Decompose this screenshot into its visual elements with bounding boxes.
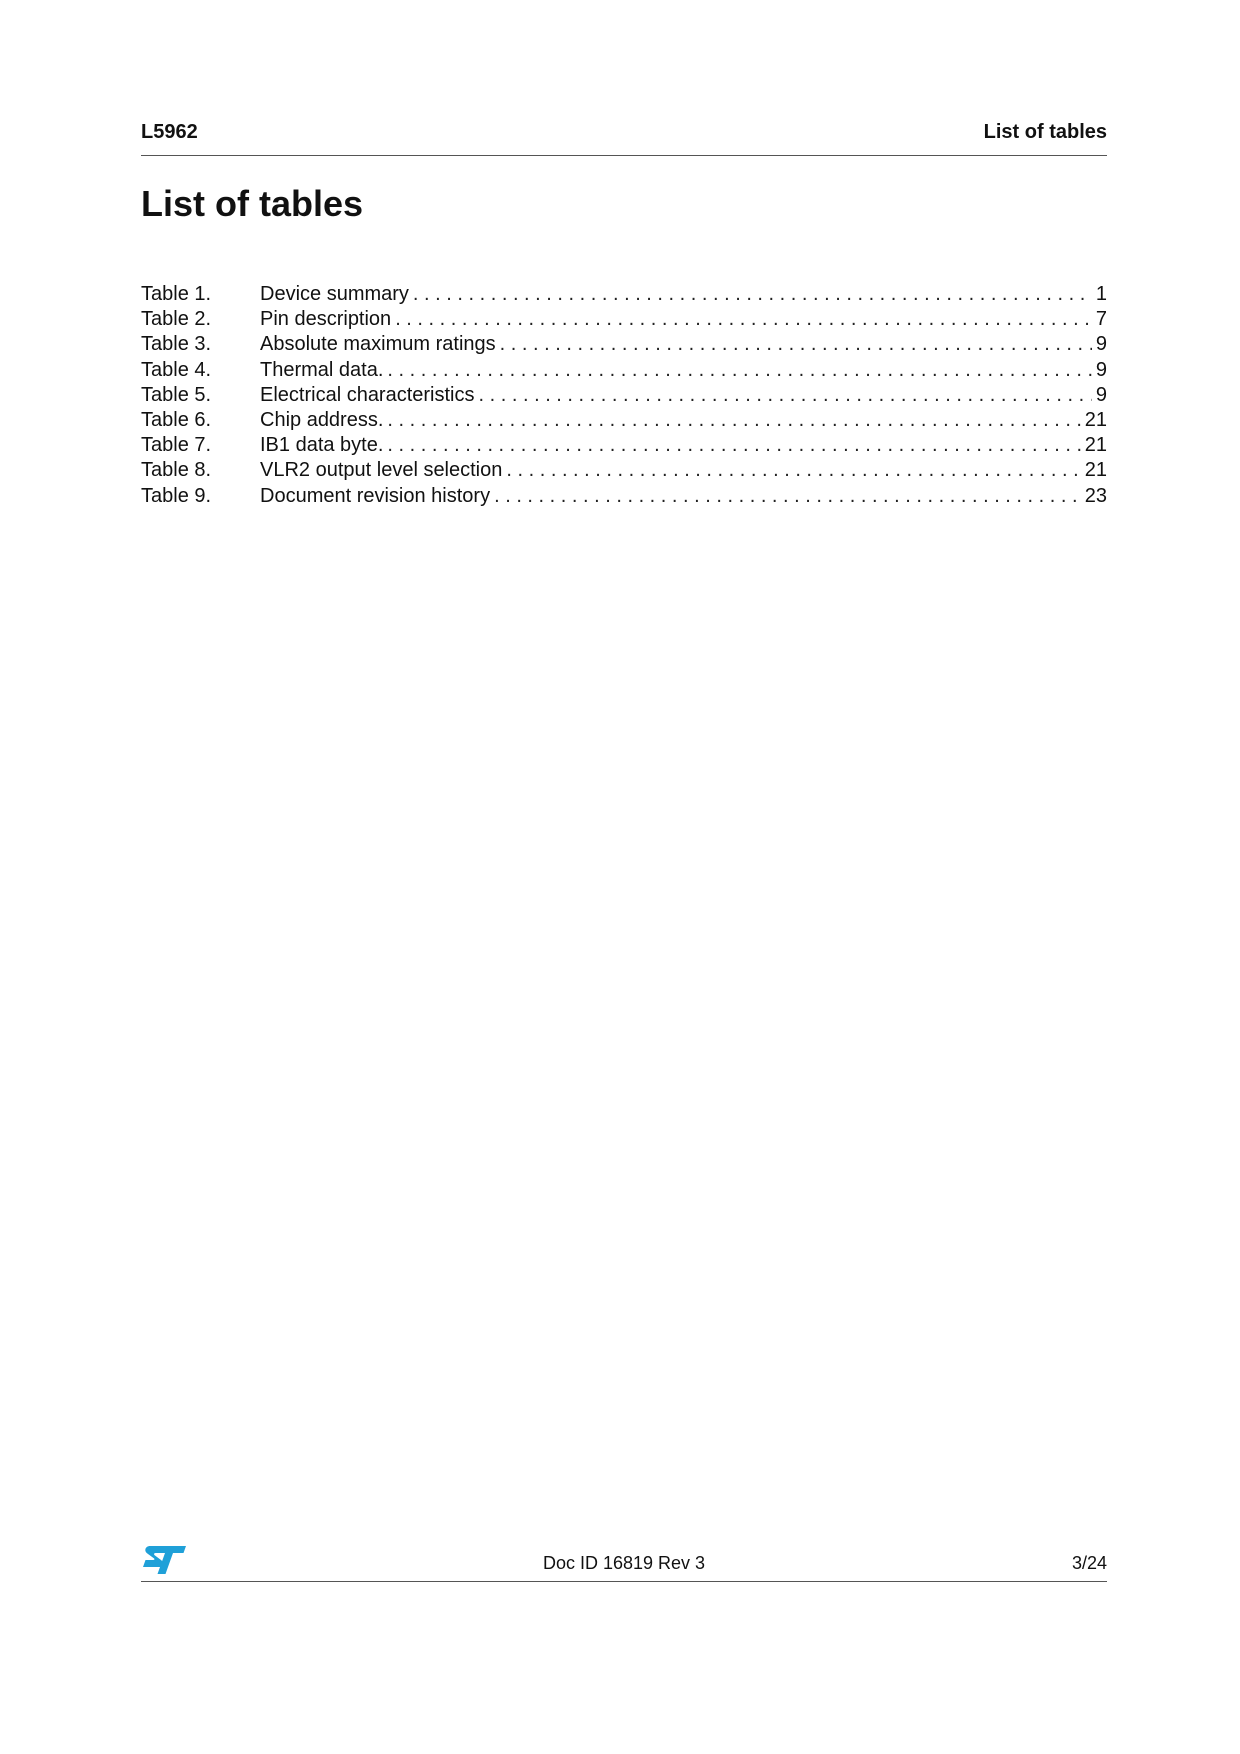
page-footer [141, 1545, 1107, 1582]
page-header [141, 121, 1107, 156]
page-title: List of tables [141, 183, 364, 224]
toc-entry-page: 7 [1095, 308, 1107, 331]
toc-entry-page: 21 [1084, 434, 1107, 457]
toc-entry-number: Table 7. [141, 434, 212, 457]
toc-entry-title: Device summary [260, 283, 409, 305]
toc-entry-title: Thermal data. [260, 358, 384, 381]
toc-entry-title: VLR2 output level selection [260, 459, 503, 482]
toc-entry[interactable] [141, 358, 1107, 383]
toc-leader-dots [395, 307, 1092, 332]
toc-entry-title: IB1 data byte. [260, 434, 384, 457]
toc-entry-title: Chip address. [260, 408, 384, 431]
toc-entry-title: Electrical characteristics [260, 383, 475, 406]
toc-leader-dots [413, 282, 1092, 307]
header-doc-name: L5962 [141, 121, 198, 143]
toc-entry[interactable] [141, 408, 1107, 433]
toc-leader-dots [500, 332, 1092, 357]
header-section-name: List of tables [983, 121, 1107, 143]
toc-entry-page: 1 [1095, 283, 1107, 305]
toc-entry[interactable] [141, 307, 1107, 332]
toc-entry-page: 9 [1095, 358, 1107, 381]
toc-entry[interactable] [141, 383, 1107, 408]
toc-entry-number: Table 5. [141, 383, 212, 406]
toc-entry-title: Absolute maximum ratings [260, 333, 496, 356]
toc-entry[interactable] [141, 458, 1107, 483]
toc-leader-dots [506, 458, 1080, 483]
toc-entry-title: Document revision history [260, 484, 491, 507]
toc-entry-page: 23 [1084, 484, 1107, 507]
toc-entry[interactable] [141, 332, 1107, 357]
toc-entry-number: Table 4. [141, 358, 212, 381]
toc-entry-page: 9 [1095, 333, 1107, 356]
toc-entry-number: Table 9. [141, 484, 212, 507]
footer-page-number: 3/24 [1071, 1553, 1107, 1573]
footer-doc-id: Doc ID 16819 Rev 3 [542, 1553, 706, 1573]
toc-entry-page: 9 [1095, 383, 1107, 406]
toc-entry[interactable] [141, 282, 1107, 307]
toc-entry[interactable] [141, 484, 1107, 509]
toc-leader-dots [387, 358, 1091, 383]
toc-entry-number: Table 6. [141, 408, 212, 431]
table-of-contents [141, 282, 1107, 509]
toc-entry-page: 21 [1084, 459, 1107, 482]
toc-leader-dots [494, 484, 1081, 509]
toc-entry-number: Table 1. [141, 283, 212, 305]
toc-entry-page: 21 [1084, 408, 1107, 431]
toc-entry[interactable] [141, 433, 1107, 458]
toc-leader-dots [479, 383, 1092, 408]
toc-entry-number: Table 2. [141, 308, 212, 331]
toc-entry-number: Table 8. [141, 459, 212, 482]
toc-leader-dots [387, 408, 1080, 433]
toc-leader-dots [387, 433, 1080, 458]
toc-entry-title: Pin description [260, 308, 392, 331]
toc-entry-number: Table 3. [141, 333, 212, 356]
